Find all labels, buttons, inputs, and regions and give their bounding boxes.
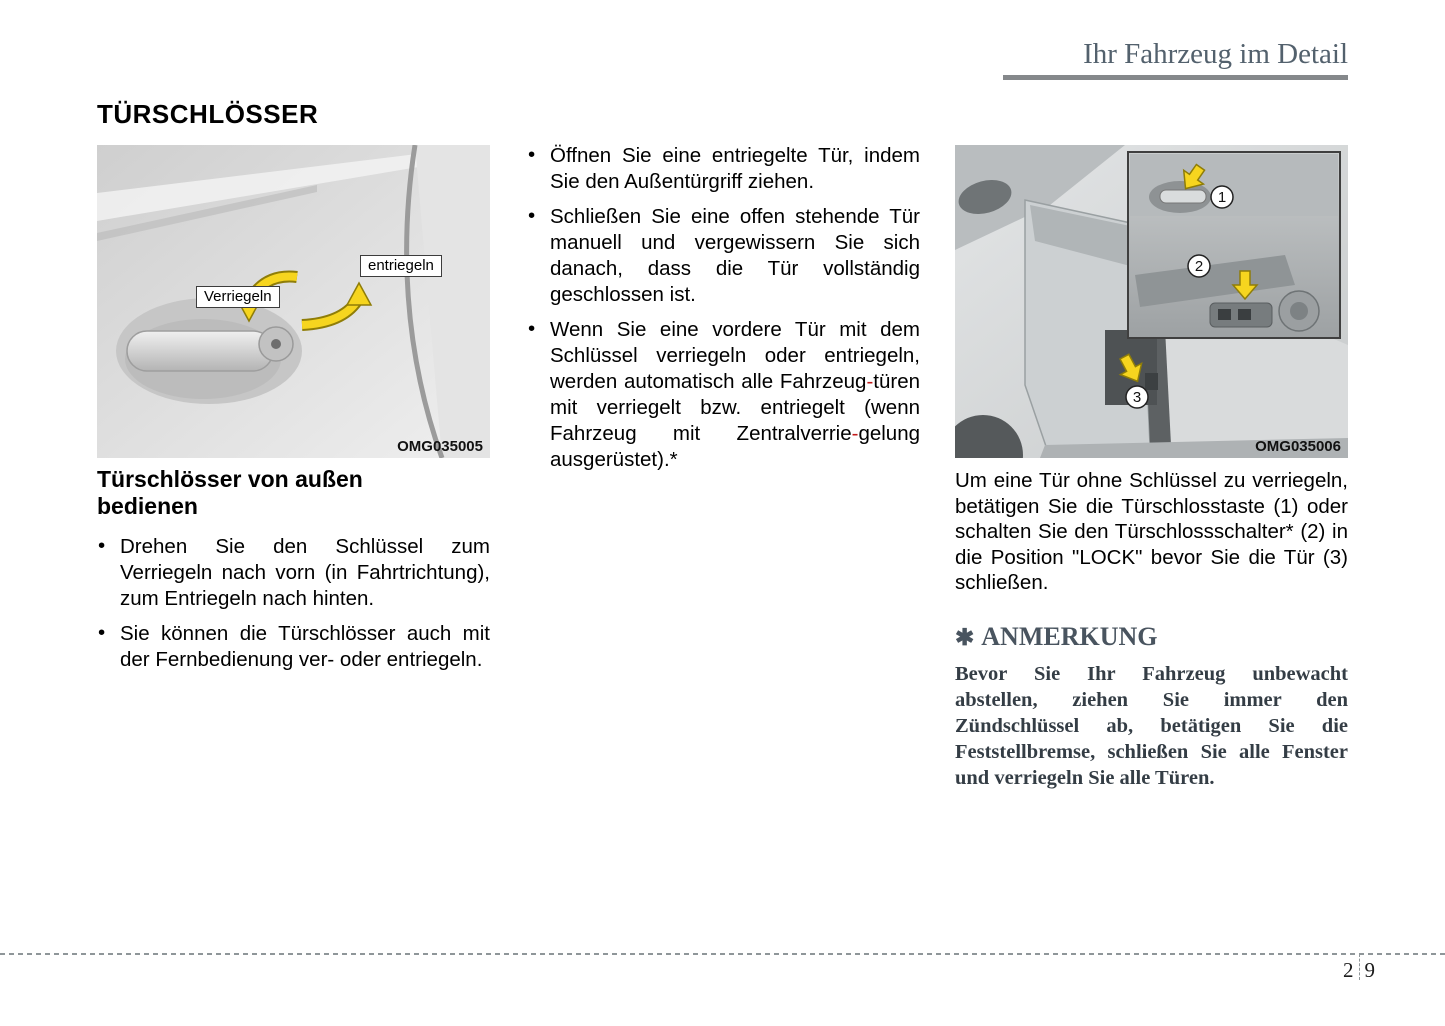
page-number-page: 9 [1364,957,1375,982]
note-body: Bevor Sie Ihr Fahrzeug unbewacht abstellen, ziehen Sie immer den Zündschlüssel ab, betätigen Sie die Feststellbremse, schließen Sie alle Fenster und verriegeln Sie alle Türen. [955,662,1348,789]
label-verriegeln: Verriegeln [196,286,280,308]
subsection-heading: Türschlösser von außen bedienen [97,466,363,519]
inner-door-handle [1160,190,1206,203]
door-handle-illustration [97,145,490,458]
mirror-dial-center [1290,302,1308,320]
section-title: TÜRSCHLÖSSER [97,99,319,129]
list-item [527,143,920,195]
list-item [527,317,920,473]
figure-code: OMG035006 [1255,438,1341,455]
right-column [955,145,1348,791]
switch [1218,309,1231,320]
door-handle [127,331,273,371]
body-paragraph: Um eine Tür ohne Schlüssel zu verriegeln, betätigen Sie die Türschlosstaste (1) oder schalten Sie den Türschlossschalter* (2) in die Position "LOCK" bevor Sie die Tür (3) schließen. [955,469,1348,594]
figure-door-interior-photo [955,145,1348,458]
middle-column [527,143,920,482]
page-number-separator [1359,954,1360,980]
asterisk-icon: ✱ [955,624,975,650]
bullet-marker: • [98,534,106,557]
bullet-text: Öffnen Sie eine entriegelte Tür, indem Sie den Außentürgriff ziehen. [550,144,920,193]
list-item [97,534,490,612]
middle-bullet-list [527,143,920,473]
bullet-marker: • [528,143,536,166]
footer-dashed-rule [0,953,1445,955]
door-latch [1145,373,1158,390]
page-number-chapter: 2 [1343,957,1354,982]
figure-code: OMG035005 [397,438,483,455]
bullet-marker: • [98,621,106,644]
page-number [1343,957,1375,983]
bullet-text: Sie können die Türschlösser auch mit der Fernbedienung ver- oder entriegeln. [120,622,490,671]
header-rule [1003,75,1348,80]
list-item [527,204,920,308]
chapter-title: Ihr Fahrzeug im Detail [1083,38,1348,70]
bullet-marker: • [528,317,536,340]
hyphenation-mark: - [851,422,859,445]
switch [1238,309,1251,320]
callout-number-1: 1 [1217,189,1227,206]
keyhole [271,339,281,349]
callout-number-2: 2 [1194,258,1204,275]
bullet-text: Wenn Sie eine vordere Tür mit dem Schlüssel verriegeln oder entriegeln, werden automatisch alle Fahrzeug-türen mit verriegelt bzw. entriegelt (wenn Fahrzeug mit Zentralverrie-gelung ausgerüstet).* [550,318,920,471]
door-interior-illustration [955,145,1348,458]
note-heading [955,622,1348,652]
left-column [97,100,490,682]
bullet-text: Schließen Sie eine offen stehende Tür manuell und vergewissern Sie sich danach, dass die Tür vollständig geschlossen ist. [550,205,920,306]
note-title: ANMERKUNG [981,621,1158,651]
bullet-marker: • [528,204,536,227]
list-item [97,621,490,673]
figure-door-handle-photo [97,145,490,458]
label-entriegeln: entriegeln [360,255,442,277]
hyphenation-mark: - [866,370,874,393]
callout-number-3: 3 [1132,389,1142,406]
bullet-text: Drehen Sie den Schlüssel zum Verriegeln nach vorn (in Fahrtrichtung), zum Entriegeln nach hinten. [120,535,490,610]
left-bullet-list [97,534,490,673]
